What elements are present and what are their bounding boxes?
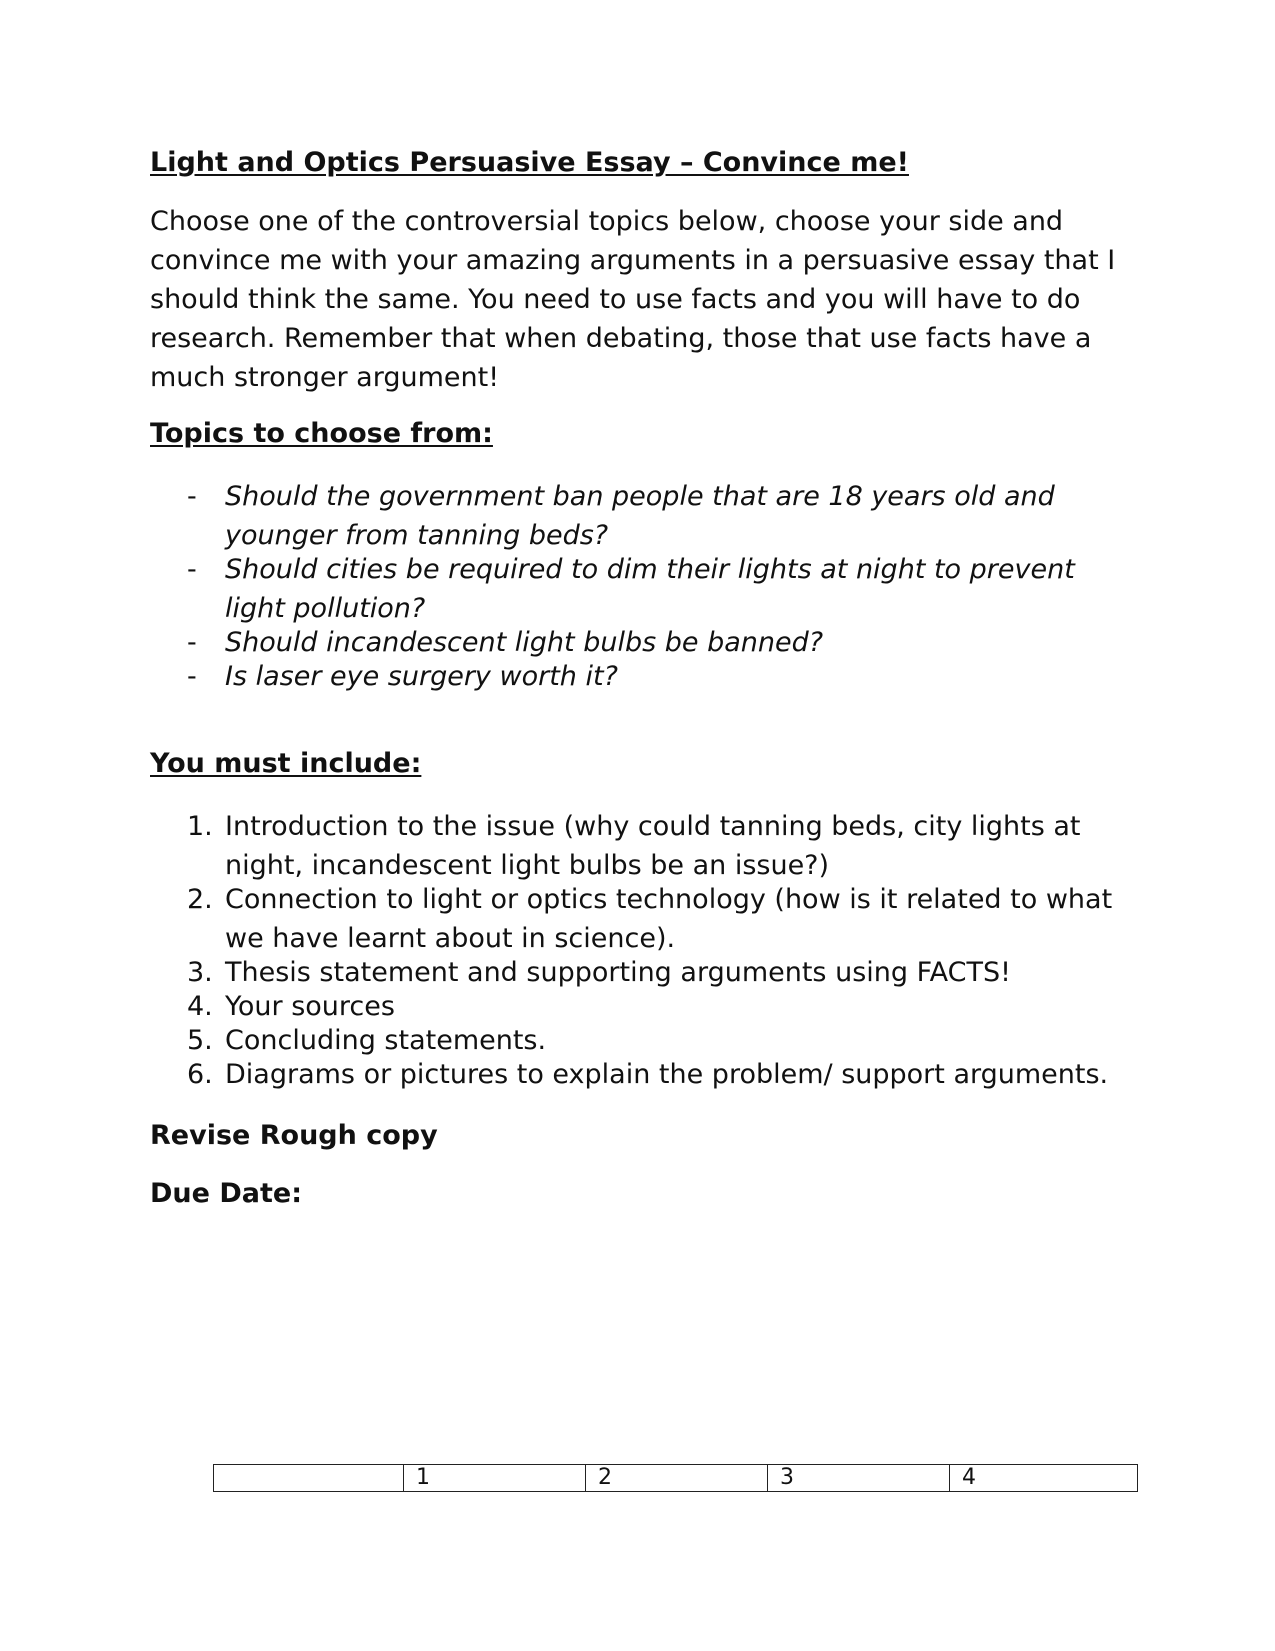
- include-item: [150, 807, 1130, 885]
- include-item: [150, 1055, 1130, 1094]
- include-text: Connection to light or optics technology (how is it related to what we have learnt about in science).: [225, 884, 1113, 954]
- include-text: Thesis statement and supporting arguments using FACTS!: [225, 957, 1011, 988]
- dash-bullet: -: [187, 554, 197, 585]
- include-heading: You must include:: [150, 748, 422, 779]
- topics-list: [150, 477, 1130, 696]
- document-title: Light and Optics Persuasive Essay – Convince me!: [150, 147, 909, 178]
- topics-heading: Topics to choose from:: [150, 418, 493, 449]
- due-date-label: Due Date:: [150, 1178, 302, 1209]
- topic-text: Should cities be required to dim their lights at night to prevent light pollution?: [225, 554, 1075, 624]
- topic-item: [150, 657, 1130, 696]
- include-item: [150, 880, 1130, 958]
- include-text: Your sources: [225, 991, 395, 1022]
- rubric-table: [213, 1464, 1138, 1492]
- rubric-header-cell: 1: [404, 1465, 586, 1492]
- dash-bullet: -: [187, 481, 197, 512]
- intro-paragraph: Choose one of the controversial topics below, choose your side and convince me with your amazing arguments in a persuasive essay that I should think the same. You need to use facts and you will have to do research. Remember that when debating, those that use facts have a much stronger argument!: [150, 206, 1116, 393]
- item-number: 4.: [187, 991, 213, 1022]
- item-number: 3.: [187, 957, 213, 988]
- include-text: Diagrams or pictures to explain the problem/ support arguments.: [225, 1059, 1109, 1090]
- dash-bullet: -: [187, 627, 197, 658]
- topic-text: Is laser eye surgery worth it?: [225, 661, 618, 692]
- item-number: 1.: [187, 811, 213, 842]
- item-number: 5.: [187, 1025, 213, 1056]
- revise-label: Revise Rough copy: [150, 1120, 438, 1151]
- rubric-header-row: [214, 1465, 1138, 1492]
- rubric-header-cell: 4: [950, 1465, 1138, 1492]
- topic-text: Should incandescent light bulbs be banned?: [225, 627, 824, 658]
- include-text: Introduction to the issue (why could tanning beds, city lights at night, incandescent light bulbs be an issue?): [225, 811, 1081, 881]
- topic-item: [150, 477, 1130, 555]
- topic-text: Should the government ban people that are 18 years old and younger from tanning beds?: [225, 481, 1055, 551]
- item-number: 2.: [187, 884, 213, 915]
- rubric-header-cell: 2: [586, 1465, 768, 1492]
- include-text: Concluding statements.: [225, 1025, 547, 1056]
- document-body: [150, 146, 1130, 1211]
- include-list: [150, 807, 1130, 1094]
- rubric-header-cell: [214, 1465, 404, 1492]
- dash-bullet: -: [187, 661, 197, 692]
- item-number: 6.: [187, 1059, 213, 1090]
- rubric-header-cell: 3: [768, 1465, 950, 1492]
- topic-item: [150, 550, 1130, 628]
